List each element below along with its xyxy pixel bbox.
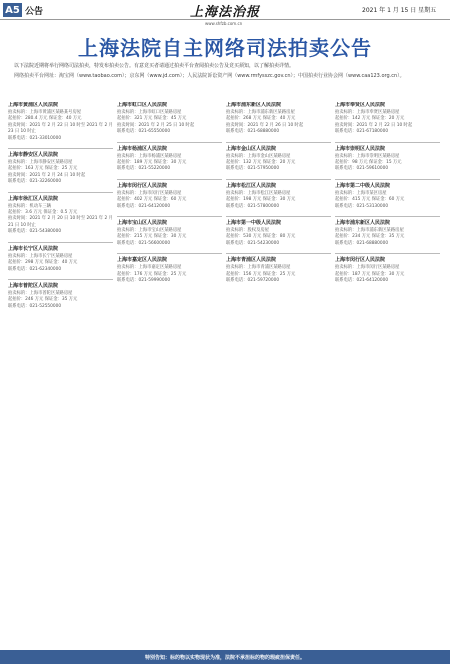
notice-line: 拍卖标的：上海市青浦区某路房屋	[226, 265, 291, 271]
notice-line: 起拍价：280.4 万元 保证金：40 万元	[8, 116, 82, 122]
auction-notice	[8, 246, 113, 273]
auction-notice	[226, 220, 331, 247]
intro-paragraph: 以下法院近期将举行网络司法拍卖，特发布拍卖公告。有意竞买者请通过拍卖平台查阅拍卖公告及竞买须知，以了解拍卖详情。	[14, 63, 295, 69]
notice-line: 联系电话：021-54230000	[226, 240, 280, 246]
notice-divider	[117, 216, 222, 217]
section-badge: A5	[3, 3, 22, 17]
footer-banner	[0, 650, 450, 664]
masthead	[0, 0, 450, 20]
notice-column	[335, 102, 440, 646]
notice-line: 起拍价：530 万元 保证金：80 万元	[226, 234, 296, 240]
notice-line: 起拍价：234 万元 保证金：35 万元	[335, 234, 405, 240]
auction-notice	[117, 102, 222, 136]
auction-notice	[8, 152, 113, 186]
notice-line: 联系电话：021-57950000	[226, 166, 280, 172]
auction-notice	[335, 220, 440, 247]
notice-line: 联系电话：021-68880000	[226, 129, 280, 135]
notice-line: 拍卖标的：上海市杨浦区某路房屋	[117, 153, 182, 159]
notice-line: 起拍价：98 万元 保证金：15 万元	[335, 160, 402, 166]
notice-line: 联系电话：021-56600000	[117, 240, 171, 246]
notice-line: 拍卖标的：上海市长宁区某路房屋	[8, 253, 73, 259]
auction-notice	[335, 183, 440, 210]
intro-text	[14, 62, 436, 82]
notice-line: 联系电话：021-57800000	[226, 203, 280, 209]
notice-line: 起拍价：198 万元 保证金：30 万元	[226, 197, 296, 203]
notice-line: 拍卖时间：2021 年 2 月 22 日 10 时至 2021 年 2 月 23 日 10 时止	[8, 122, 113, 135]
court-name: 上海市闵行区人民法院	[117, 182, 168, 189]
court-name: 上海市崇明区人民法院	[335, 145, 386, 152]
auction-notice	[335, 146, 440, 173]
notice-divider	[226, 253, 331, 254]
auction-notice	[226, 102, 331, 136]
notice-line: 起拍价：176 万元 保证金：25 万元	[117, 271, 187, 277]
auction-notice	[226, 257, 331, 284]
notice-line: 联系电话：021-59610000	[335, 166, 389, 172]
notice-line: 拍卖标的：上海市浦东新区某路房屋	[226, 110, 295, 115]
notice-line: 联系电话：021-67180000	[335, 129, 389, 135]
auction-notice	[8, 283, 113, 310]
court-name: 上海市嘉定区人民法院	[117, 257, 168, 264]
auction-notice	[117, 183, 222, 210]
notice-line: 拍卖标的：上海市奉贤区某路房屋	[335, 110, 400, 115]
notice-line: 联系电话：021-68880000	[335, 240, 389, 246]
notice-line: 拍卖标的：上海市宝山区某路房屋	[117, 228, 182, 234]
auction-notice	[335, 257, 440, 284]
notice-line: 起拍价：321 万元 保证金：45 万元	[117, 116, 187, 122]
notice-line: 联系电话：021-54380000	[8, 229, 62, 235]
notice-line: 联系电话：021-59720000	[226, 278, 280, 284]
notice-column	[117, 102, 222, 646]
court-name: 上海市奉贤区人民法院	[335, 102, 386, 108]
court-name: 上海市青浦区人民法院	[226, 257, 277, 264]
notice-line: 起拍价：3.6 万元 保证金：0.5 万元	[8, 210, 78, 216]
notice-line: 起拍价：246 万元 保证金：35 万元	[8, 297, 78, 303]
notice-line: 联系电话：021-62340000	[8, 266, 62, 272]
notice-divider	[226, 142, 331, 143]
notice-line: 起拍价：298 万元 保证金：40 万元	[8, 260, 78, 266]
court-name: 上海市虹口区人民法院	[117, 102, 168, 108]
notice-line: 联系电话：021-52550000	[8, 303, 62, 309]
auction-notice	[226, 146, 331, 173]
notice-column	[226, 102, 331, 646]
notice-column	[8, 102, 113, 646]
section-name: 公告	[25, 7, 44, 17]
court-name: 上海市宝山区人民法院	[117, 220, 168, 227]
notice-line: 起拍价：189 万元 保证金：30 万元	[117, 160, 187, 166]
notice-line: 拍卖标的：上海市某区房屋	[335, 190, 387, 196]
auction-notice	[117, 257, 222, 284]
notice-line: 联系电话：021-64120000	[335, 278, 389, 284]
court-name: 上海市静安区人民法院	[8, 152, 59, 159]
notice-line: 拍卖标的：股权及房屋	[226, 228, 269, 234]
notice-line: 联系电话：021-64120000	[117, 203, 171, 209]
auction-notice	[226, 183, 331, 210]
issue-date: 2021 年 1 月 15 日 星期五	[362, 7, 437, 14]
notice-line: 拍卖标的：机动车三辆	[8, 203, 51, 209]
notice-line: 拍卖时间：2021 年 2 月 20 日 10 时至 2021 年 2 月 21 日 10 时止	[8, 216, 113, 228]
notice-divider	[226, 179, 331, 180]
notice-line: 起拍价：415 万元 保证金：60 万元	[335, 197, 405, 203]
notice-divider	[8, 192, 113, 193]
notice-line: 起拍价：132 万元 保证金：20 万元	[226, 160, 296, 166]
notice-divider	[226, 216, 331, 217]
notice-line: 拍卖标的：上海市黄浦区某路某号房屋	[8, 110, 82, 115]
notice-line: 联系电话：021-53130000	[335, 203, 389, 209]
auction-notice	[117, 146, 222, 173]
notice-line: 起拍价：268 万元 保证金：40 万元	[226, 116, 296, 122]
notice-divider	[8, 148, 113, 149]
notice-line: 拍卖标的：上海市松江区某路房屋	[226, 190, 291, 196]
court-name: 上海市第一中级人民法院	[226, 220, 282, 227]
notice-line: 联系电话：021-65550000	[117, 129, 171, 135]
auction-notice	[8, 102, 113, 142]
court-name: 上海市黄浦区人民法院	[8, 102, 59, 108]
notice-line: 起拍价：215 万元 保证金：30 万元	[117, 234, 187, 240]
auction-notice	[8, 196, 113, 236]
notice-line: 拍卖标的：上海市闵行区某路房屋	[117, 190, 182, 196]
notice-line: 联系电话：021-32260000	[8, 179, 62, 185]
notice-line: 起拍价：163 万元 保证金：25 万元	[8, 166, 78, 172]
notice-line: 起拍价：402 万元 保证金：60 万元	[117, 197, 187, 203]
notice-line: 拍卖标的：上海市嘉定区某路房屋	[117, 265, 182, 271]
site-url: www.shfzb.com.cn	[205, 21, 243, 26]
auction-notice	[117, 220, 222, 247]
notice-line: 起拍价：187 万元 保证金：30 万元	[335, 271, 405, 277]
page-title: 上海法院自主网络司法拍卖公告	[78, 36, 372, 60]
notice-line: 拍卖时间：2021 年 2 月 24 日 10 时起	[8, 172, 86, 178]
notice-divider	[335, 179, 440, 180]
notice-divider	[8, 242, 113, 243]
notice-line: 起拍价：142 万元 保证金：20 万元	[335, 116, 405, 122]
notice-divider	[117, 179, 222, 180]
court-name: 上海市闵行区人民法院	[335, 257, 386, 264]
footer-note: 特别告知：标的物以实物现状为准，法院不承担标的物的瑕疵担保责任。	[144, 654, 305, 661]
notice-line: 拍卖标的：上海市普陀区某路房屋	[8, 290, 73, 296]
notice-line: 拍卖标的：上海市崇明区某路房屋	[335, 153, 400, 159]
notice-line: 联系电话：021-33010000	[8, 135, 62, 141]
court-name: 上海市第二中级人民法院	[335, 182, 391, 189]
notice-line: 拍卖标的：上海市虹口区某路房屋	[117, 110, 182, 115]
notice-line: 拍卖时间：2021 年 2 月 22 日 10 时起	[335, 122, 413, 128]
newspaper-logo: 上海法治报	[190, 5, 261, 20]
notice-line: 拍卖标的：上海市金山区某路房屋	[226, 153, 291, 159]
court-name: 上海市浦东新区人民法院	[226, 102, 282, 108]
notice-line: 联系电话：021-59990000	[117, 278, 171, 284]
notice-line: 拍卖标的：上海市浦东新区某路房屋	[335, 228, 404, 234]
notice-line: 联系电话：021-55220000	[117, 166, 171, 172]
notice-divider	[117, 253, 222, 254]
notice-divider	[8, 279, 113, 280]
notice-line: 拍卖标的：上海市闵行区某路房屋	[335, 265, 400, 271]
notice-divider	[117, 142, 222, 143]
court-name: 上海市普陀区人民法院	[8, 282, 59, 289]
notice-line: 拍卖标的：上海市静安区某路房屋	[8, 160, 73, 166]
court-name: 上海市金山区人民法院	[226, 145, 277, 152]
notice-divider	[335, 216, 440, 217]
court-name: 上海市杨浦区人民法院	[117, 145, 168, 152]
court-name: 上海市浦东新区人民法院	[335, 220, 391, 227]
notice-divider	[335, 142, 440, 143]
auction-columns	[8, 102, 442, 646]
notice-line: 起拍价：156 万元 保证金：25 万元	[226, 271, 296, 277]
court-name: 上海市徐汇区人民法院	[8, 195, 59, 202]
notice-divider	[335, 253, 440, 254]
auction-notice	[335, 102, 440, 136]
notice-line: 拍卖时间：2021 年 2 月 26 日 10 时起	[226, 122, 304, 128]
notice-line: 拍卖时间：2021 年 2 月 25 日 10 时起	[117, 122, 195, 128]
court-name: 上海市长宁区人民法院	[8, 245, 59, 252]
court-name: 上海市松江区人民法院	[226, 182, 277, 189]
intro-paragraph: 网络拍卖平台网址：淘宝网（www.taobao.com）；京东网（www.jd.com）；人民法院诉讼资产网（www.rmfysszc.gov.cn）；中国拍卖行业协会网（www.caa123.org.cn）。	[14, 73, 405, 79]
